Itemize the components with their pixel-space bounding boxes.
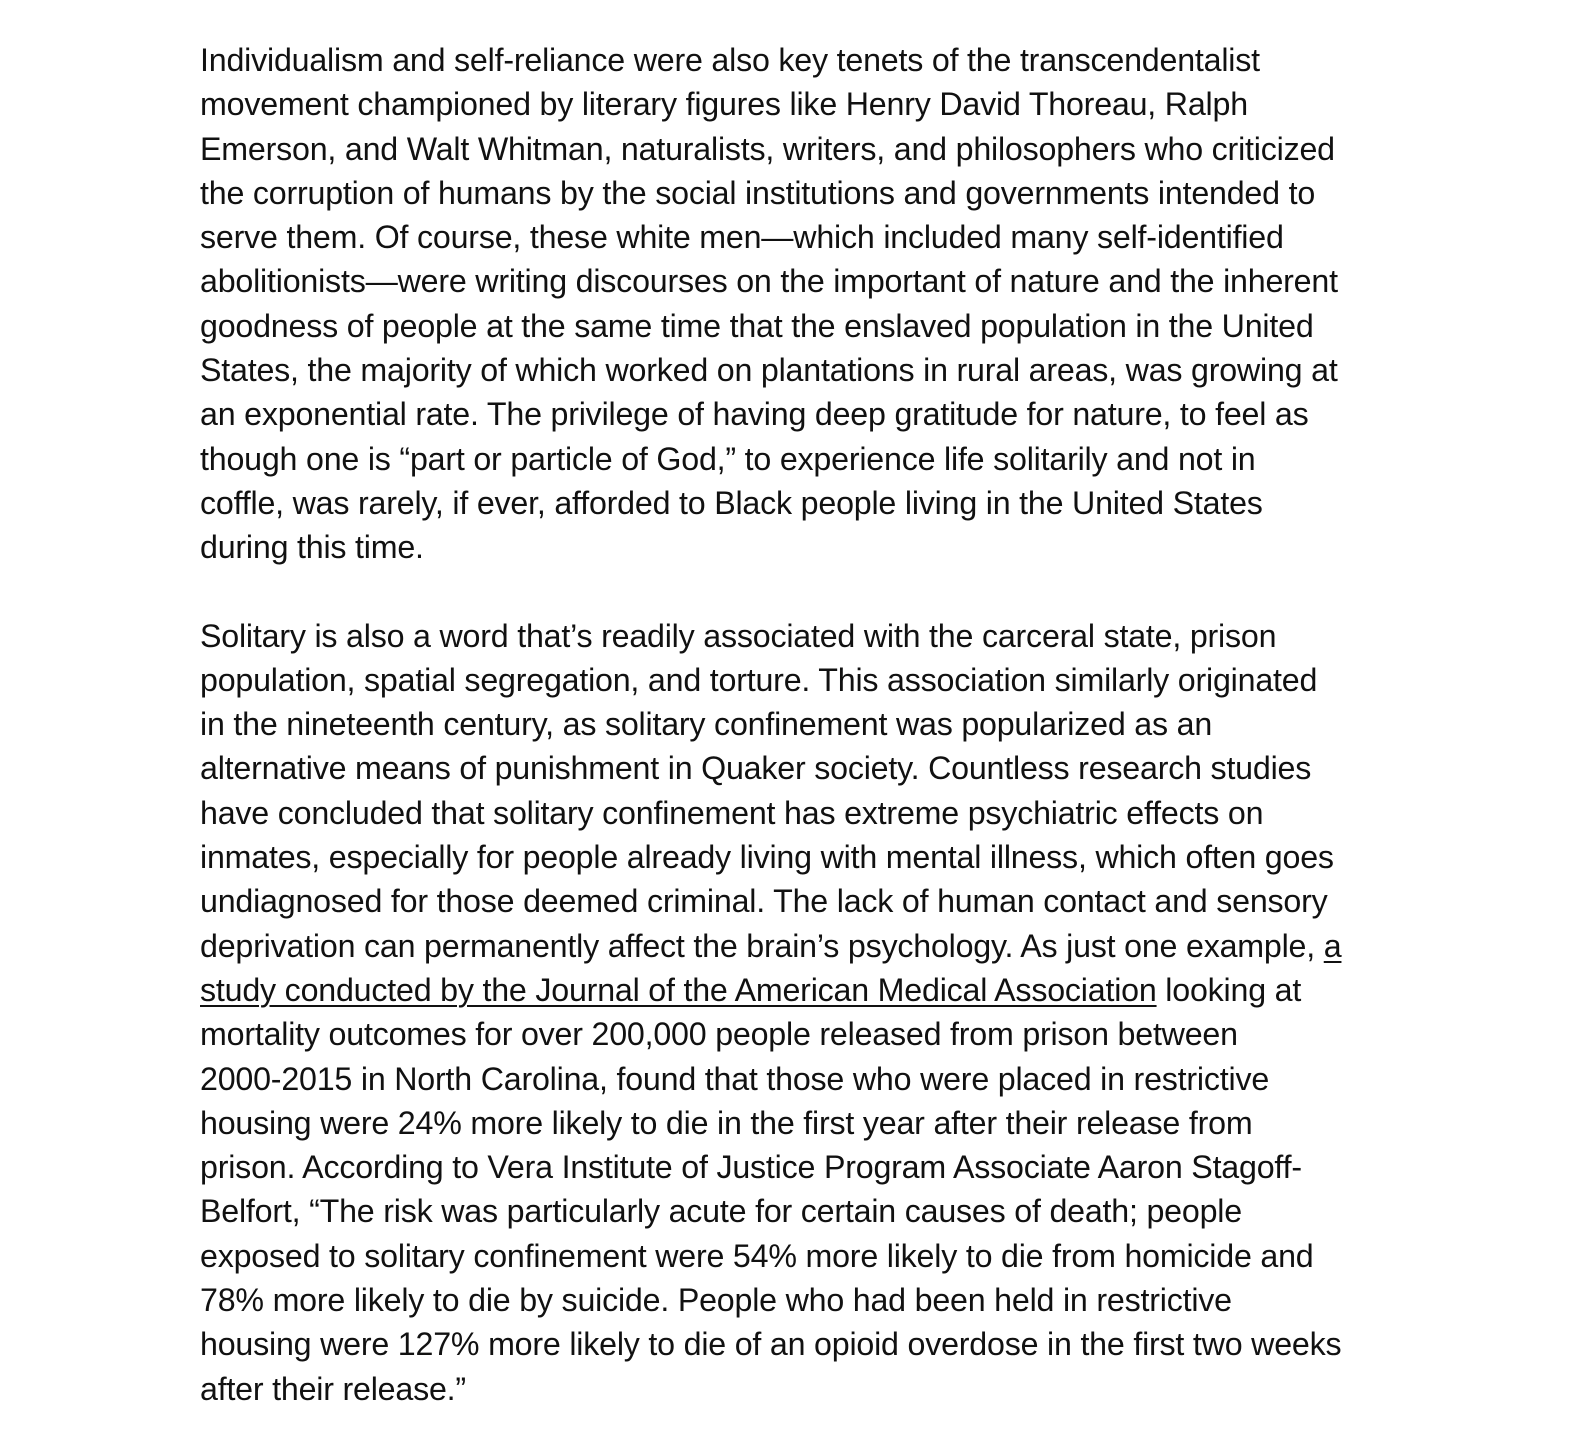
jama-study-link[interactable]: a study conducted by the Journal of the American Medical Association	[200, 927, 1342, 1008]
paragraph-transcendentalism: Individualism and self-reliance were also key tenets of the transcendentalist movement championed by literary figures like Henry David Thoreau, Ralph Emerson, and Walt Whitman, naturalists, writers, and philosophers who criticized the corruption of humans by the social institutions and governments intended to serve them. Of course, these white men—which included many self-identified abolitionists—were writing discourses on the important of nature and the inherent goodness of people at the same time that the enslaved population in the United States, the majority of which worked on plantations in rural areas, was growing at an exponential rate. The privilege of having deep gratitude for nature, to feel as though one is “part or particle of God,” to experience life solitarily and not in coffle, was rarely, if ever, afforded to Black people living in the United States during this time.	[200, 42, 1338, 566]
paragraph-solitary-confinement	[200, 614, 1420, 1411]
paragraph-text-after-link: looking at mortality outcomes for over 200,000 people released from prison between 2000-2015 in North Carolina, found that those who were placed in restrictive housing were 24% more likely to die in the first year after their release from prison. According to Vera Institute of Justice Program Associate Aaron Stagoff- Belfort, “The risk was particularly acute for certain causes of death; people exposed to solitary confinement were 54% more likely to die from homicide and 78% more likely to die by suicide. People who had been held in restrictive housing were 127% more likely to die of an opioid overdose in the first two weeks after their release.”	[200, 971, 1342, 1407]
article-body	[200, 38, 1420, 1411]
paragraph-text-before-link: Solitary is also a word that’s readily associated with the carceral state, prison population, spatial segregation, and torture. This association similarly originated in the nineteenth century, as solitary confinement was popularized as an alternative means of punishment in Quaker society. Countless research studies have concluded that solitary confinement has extreme psychiatric effects on inmates, especially for people already living with mental illness, which often goes undiagnosed for those deemed criminal. The lack of human contact and sensory deprivation can permanently affect the brain’s psychology. As just one example,	[200, 617, 1334, 964]
